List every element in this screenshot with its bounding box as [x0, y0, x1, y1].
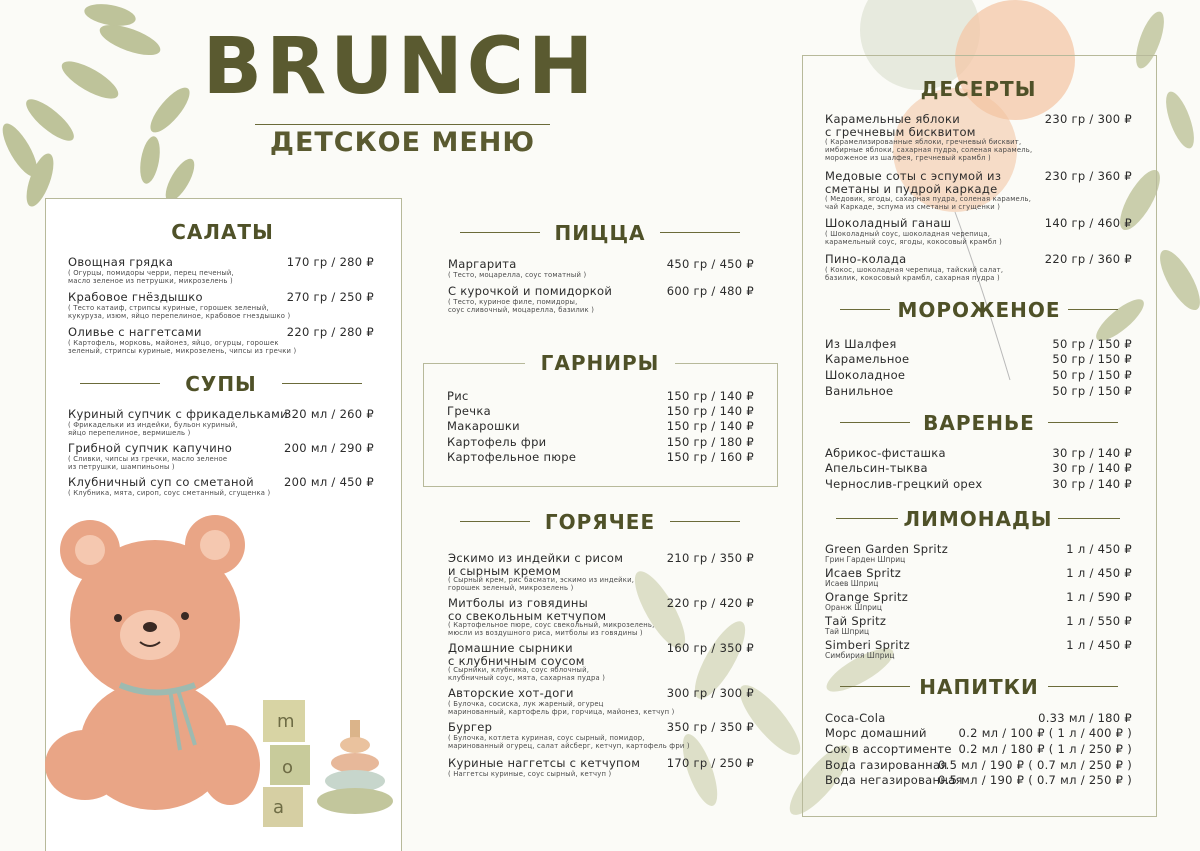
- drink-item-price: 0.5 мл / 190 ₽ ( 0.7 мл / 250 ₽ ): [938, 773, 1132, 787]
- icecream-item-name: Ванильное: [825, 384, 894, 398]
- section-divider: [80, 383, 160, 384]
- icecream-item-price: 50 гр / 150 ₽: [1052, 368, 1132, 382]
- drink-item-price: 0.2 мл / 100 ₽ ( 1 л / 400 ₽ ): [958, 726, 1132, 740]
- section-divider: [460, 521, 530, 522]
- hot-item-name: Митболы из говядины со свекольным кетчупом: [448, 596, 607, 623]
- garnish-item-price: 150 гр / 140 ₽: [666, 404, 754, 418]
- jam-item-name: Апельсин-тыква: [825, 461, 928, 475]
- soup-item-desc: ( Фрикадельки из индейки, бульон куриный, яйцо перепелиное, вермишель ): [68, 421, 238, 437]
- dessert-item-price: 140 гр / 460 ₽: [1044, 216, 1132, 230]
- lemonade-item-price: 1 л / 550 ₽: [1066, 614, 1132, 628]
- lemonade-item-name: Orange Spritz: [825, 590, 909, 604]
- pizza-item-name: Маргарита: [448, 257, 517, 271]
- garnish-item-price: 150 гр / 180 ₽: [666, 435, 754, 449]
- section-title-pizza: ПИЦЦА: [554, 221, 646, 245]
- hot-item-name: Эскимо из индейки с рисом и сырным кремом: [448, 551, 624, 578]
- section-title-jam: ВАРЕНЬЕ: [923, 411, 1035, 435]
- salad-item-price: 220 гр / 280 ₽: [286, 325, 374, 339]
- hot-item-name: Куриные наггетсы с кетчупом: [448, 756, 641, 770]
- soup-item-desc: ( Клубника, мята, сироп, соус сметанный, сгущенка ): [68, 489, 271, 497]
- salad-item-name: Овощная грядка: [68, 255, 174, 269]
- hot-item-price: 170 гр / 250 ₽: [666, 756, 754, 770]
- salad-item-desc: ( Тесто катаиф, стрипсы куриные, горошек зеленый, кукуруза, изюм, яйцо перепелиное, крабовое гнездышко ): [68, 304, 291, 320]
- hot-item-price: 350 гр / 350 ₽: [666, 720, 754, 734]
- pizza-item-price: 450 гр / 450 ₽: [666, 257, 754, 271]
- section-title-desserts: ДЕСЕРТЫ: [920, 77, 1037, 101]
- lemonade-item-subname: Исаев Шприц: [825, 579, 879, 588]
- soup-item-name: Грибной супчик капучино: [68, 441, 233, 455]
- stacking-rings-illustration: [312, 715, 402, 825]
- garnish-item-name: Картофельное пюре: [447, 450, 577, 464]
- lemonade-item-subname: Симбирия Шприц: [825, 651, 895, 660]
- lemonade-item-price: 1 л / 450 ₽: [1066, 638, 1132, 652]
- hot-item-name: Авторские хот-доги: [448, 686, 574, 700]
- section-title-salads: САЛАТЫ: [171, 220, 274, 244]
- section-title-icecream: МОРОЖЕНОЕ: [897, 298, 1061, 322]
- garnish-item-price: 150 гр / 140 ₽: [666, 419, 754, 433]
- garnish-item-name: Гречка: [447, 404, 491, 418]
- garnish-item-price: 150 гр / 160 ₽: [666, 450, 754, 464]
- drink-item-name: Вода негазированная: [825, 773, 963, 787]
- icecream-item-price: 50 гр / 150 ₽: [1052, 337, 1132, 351]
- section-divider: [840, 686, 910, 687]
- section-divider: [1068, 309, 1118, 310]
- soup-item-name: Клубничный суп со сметаной: [68, 475, 254, 489]
- soup-item-desc: ( Сливки, чипсы из гречки, масло зеленое из петрушки, шампиньоны ): [68, 455, 228, 471]
- hot-item-name: Бургер: [448, 720, 493, 734]
- section-title-lemonades: ЛИМОНАДЫ: [903, 507, 1053, 531]
- drink-item-name: Сок в ассортименте: [825, 742, 952, 756]
- jam-item-price: 30 гр / 140 ₽: [1052, 446, 1132, 460]
- hot-item-name: Домашние сырники с клубничным соусом: [448, 641, 585, 668]
- lemonade-item-subname: Грин Гарден Шприц: [825, 555, 906, 564]
- section-title-drinks: НАПИТКИ: [919, 675, 1039, 699]
- section-title-garnish: ГАРНИРЫ: [525, 351, 675, 375]
- pizza-item-desc: ( Тесто, моцарелла, соус томатный ): [448, 271, 587, 279]
- section-divider: [660, 232, 740, 233]
- jam-item-name: Абрикос-фисташка: [825, 446, 946, 460]
- hot-item-desc: ( Сырный крем, рис басмати, эскимо из индейки, горошек зеленый, микрозелень ): [448, 576, 635, 592]
- lemonade-item-name: Исаев Spritz: [825, 566, 902, 580]
- icecream-item-price: 50 гр / 150 ₽: [1052, 352, 1132, 366]
- lemonade-item-name: Green Garden Spritz: [825, 542, 949, 556]
- drink-item-price: 0.33 мл / 180 ₽: [1038, 711, 1132, 725]
- soup-item-price: 200 мл / 450 ₽: [284, 475, 374, 489]
- section-title-soups: СУПЫ: [185, 372, 257, 396]
- dessert-item-desc: ( Кокос, шоколадная черепица, тайский салат, базилик, кокосовый крамбл, сахарная пудра ): [825, 266, 1004, 282]
- pizza-item-name: С курочкой и помидоркой: [448, 284, 613, 298]
- dessert-item-name: Пино-колада: [825, 252, 907, 266]
- drink-item-price: 0.5 мл / 190 ₽ ( 0.7 мл / 250 ₽ ): [938, 758, 1132, 772]
- dessert-item-name: Шоколадный ганаш: [825, 216, 952, 230]
- salad-item-desc: ( Картофель, морковь, майонез, яйцо, огурцы, горошек зеленый, стрипсы куриные, микрозелень, чипсы из гречки ): [68, 339, 297, 355]
- section-divider: [1048, 686, 1118, 687]
- hot-item-price: 300 гр / 300 ₽: [666, 686, 754, 700]
- hot-item-desc: ( Сырники, клубника, соус яблочный, клубничный соус, мята, сахарная пудра ): [448, 666, 606, 682]
- icecream-item-name: Карамельное: [825, 352, 910, 366]
- lemonade-item-price: 1 л / 450 ₽: [1066, 542, 1132, 556]
- section-divider: [460, 232, 540, 233]
- pizza-item-desc: ( Тесто, куриное филе, помидоры, соус сливочный, моцарелла, базилик ): [448, 298, 595, 314]
- menu-subtitle: ДЕТСКОЕ МЕНЮ: [269, 127, 536, 158]
- lemonade-item-price: 1 л / 590 ₽: [1066, 590, 1132, 604]
- soup-item-price: 200 мл / 290 ₽: [284, 441, 374, 455]
- hot-item-desc: ( Булочка, котлета куриная, соус сырный, помидор, маринованный огурец, салат айсберг, кетчуп, картофель фри ): [448, 734, 690, 750]
- drink-item-name: Coca-Cola: [825, 711, 886, 725]
- svg-text:a: a: [273, 797, 285, 818]
- garnish-item-name: Картофель фри: [447, 435, 547, 449]
- garnish-item-name: Макарошки: [447, 419, 520, 433]
- hot-item-desc: ( Булочка, сосиска, лук жареный, огурец маринованный, картофель фри, горчица, майонез, кетчуп ): [448, 700, 675, 716]
- menu-title: BRUNCH: [202, 22, 598, 112]
- dessert-item-name: Медовые соты с эспумой из сметаны и пудрой каркаде: [825, 169, 1002, 196]
- dessert-item-price: 230 гр / 300 ₽: [1044, 112, 1132, 126]
- hot-item-desc: ( Картофельное пюре, соус свекольный, микрозелень, мюсли из воздушного риса, митболы из говядины ): [448, 621, 655, 637]
- lemonade-item-price: 1 л / 450 ₽: [1066, 566, 1132, 580]
- teddy-bear-illustration: [30, 510, 280, 820]
- section-divider: [282, 383, 362, 384]
- jam-item-price: 30 гр / 140 ₽: [1052, 461, 1132, 475]
- title-divider: [255, 124, 550, 125]
- hot-item-price: 220 гр / 420 ₽: [666, 596, 754, 610]
- icecream-item-price: 50 гр / 150 ₽: [1052, 384, 1132, 398]
- jam-item-name: Чернослив-грецкий орех: [825, 477, 983, 491]
- hot-item-desc: ( Наггетсы куриные, соус сырный, кетчуп ): [448, 770, 612, 778]
- garnish-item-price: 150 гр / 140 ₽: [666, 389, 754, 403]
- section-divider: [836, 518, 898, 519]
- lemonade-item-subname: Тай Шприц: [825, 627, 870, 636]
- salad-item-desc: ( Огурцы, помидоры черри, перец печеный, масло зеленое из петрушки, микрозелень ): [68, 269, 234, 285]
- dessert-item-price: 230 гр / 360 ₽: [1044, 169, 1132, 183]
- icecream-item-name: Шоколадное: [825, 368, 906, 382]
- salad-item-name: Крабовое гнёздышко: [68, 290, 203, 304]
- lemonade-item-name: Simberi Spritz: [825, 638, 910, 652]
- soup-item-price: 320 мл / 260 ₽: [284, 407, 374, 421]
- svg-text:o: o: [282, 757, 294, 778]
- lemonade-item-name: Тай Spritz: [825, 614, 887, 628]
- section-divider: [840, 309, 890, 310]
- salad-item-price: 270 гр / 250 ₽: [286, 290, 374, 304]
- drink-item-name: Вода газированная: [825, 758, 948, 772]
- section-divider: [1058, 518, 1120, 519]
- jam-item-price: 30 гр / 140 ₽: [1052, 477, 1132, 491]
- dessert-item-desc: ( Шоколадный соус, шоколадная черепица, карамельный соус, ягоды, кокосовый крамбл ): [825, 230, 1003, 246]
- hot-item-price: 160 гр / 350 ₽: [666, 641, 754, 655]
- salad-item-price: 170 гр / 280 ₽: [286, 255, 374, 269]
- dessert-item-desc: ( Карамелизированные яблоки, гречневый бисквит, имбирные яблоки, сахарная пудра, соленая карамель, мороженое из шалфея, гречневый крамбл ): [825, 138, 1033, 162]
- section-divider: [840, 422, 910, 423]
- dessert-item-price: 220 гр / 360 ₽: [1044, 252, 1132, 266]
- drink-item-name: Морс домашний: [825, 726, 927, 740]
- lemonade-item-subname: Оранж Шприц: [825, 603, 882, 612]
- drink-item-price: 0.2 мл / 180 ₽ ( 1 л / 250 ₽ ): [958, 742, 1132, 756]
- section-title-hot: ГОРЯЧЕЕ: [544, 510, 656, 534]
- dessert-item-desc: ( Медовик, ягоды, сахарная пудра, соленая карамель, чай Каркаде, эспума из сметаны и сгущенки ): [825, 195, 1032, 211]
- soup-item-name: Куриный супчик с фрикадельками: [68, 407, 288, 421]
- section-divider: [670, 521, 740, 522]
- icecream-item-name: Из Шалфея: [825, 337, 897, 351]
- pizza-item-price: 600 гр / 480 ₽: [666, 284, 754, 298]
- section-divider: [1048, 422, 1118, 423]
- svg-text:m: m: [277, 711, 295, 732]
- hot-item-price: 210 гр / 350 ₽: [666, 551, 754, 565]
- dessert-item-name: Карамельные яблоки с гречневым бисквитом: [825, 112, 976, 139]
- salad-item-name: Оливье с наггетсами: [68, 325, 202, 339]
- garnish-item-name: Рис: [447, 389, 469, 403]
